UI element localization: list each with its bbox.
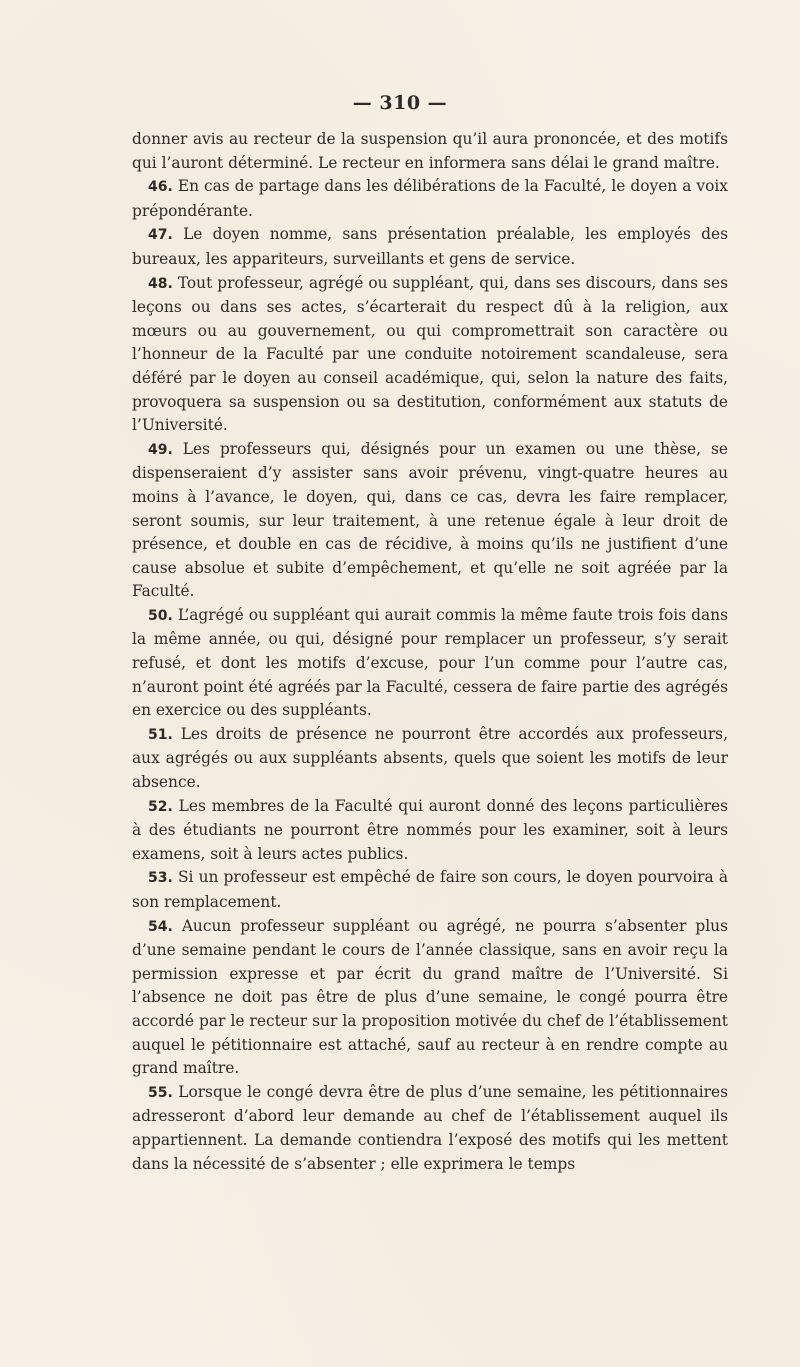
article-number: 54. — [148, 918, 173, 935]
article-number: 53. — [148, 870, 173, 887]
article-48 — [132, 272, 728, 438]
paragraph-text: L’agrégé ou suppléant qui aurait commis la même faute trois fois dans la même année, ou qui, désigné pour remplacer un professeur, s’y serait refusé, et dont les motifs d’excuse, pour l’un comme pour l’autre cas, n’auront point été agréés par la Faculté, cessera de faire partie des agrégés en exercice ou des suppléants. — [132, 605, 728, 720]
article-51 — [132, 723, 728, 795]
paragraph-text: Lorsque le congé devra être de plus d’une semaine, les pétitionnaires adresseront d’abord leur demande au chef de l’établissement auquel ils appartiennent. La demande contiendra l’exposé des motifs qui les mettent dans la nécessité de s’absenter ; elle exprimera le temps — [132, 1082, 728, 1173]
paragraph-text: Les membres de la Faculté qui auront donné des leçons particulières à des étudiants ne pourront être nommés pour les examiner, soit à leurs examens, soit à leurs actes publics. — [132, 796, 728, 863]
article-number: 46. — [148, 179, 173, 196]
paragraph-text: Si un professeur est empêché de faire son cours, le doyen pourvoira à son remplacement. — [132, 868, 728, 911]
article-55 — [132, 1081, 728, 1176]
paragraph-text: Aucun professeur suppléant ou agrégé, ne pourra s’absenter plus d’une semaine pendant le cours de l’année classique, sans en avoir reçu la permission expresse et par écrit du grand maître de l’Université. Si l’absence ne doit pas être de plus d’une semaine, le congé pourra être accordé par le recteur sur la proposition motivée du chef de l’établissement auquel le pétitionnaire est attaché, sauf au recteur à en rendre compte au grand maître. — [132, 916, 728, 1078]
paragraph-text: En cas de partage dans les délibérations de la Faculté, le doyen a voix prépondérante. — [132, 177, 728, 220]
article-50 — [132, 604, 728, 723]
page-number: — 310 — — [352, 92, 448, 114]
article-number: 55. — [148, 1084, 173, 1101]
paragraph-continuation — [132, 128, 728, 175]
article-number: 50. — [148, 607, 173, 624]
article-53 — [132, 866, 728, 914]
article-54 — [132, 915, 728, 1081]
paragraph-text: Les droits de présence ne pourront être accordés aux professeurs, aux agrégés ou aux suppléants absents, quels que soient les motifs de leur absence. — [132, 724, 728, 792]
article-number: 48. — [148, 275, 173, 292]
paragraph-text: donner avis au recteur de la suspension qu’il aura prononcée, et des motifs qui l’auront déterminé. Le recteur en informera sans délai le grand maître. — [132, 130, 728, 172]
article-number: 47. — [148, 227, 173, 244]
article-number: 49. — [148, 441, 173, 458]
paragraph-text: Le doyen nomme, sans présentation préalable, les employés des bureaux, les appariteurs, surveillants et gens de service. — [132, 225, 728, 268]
paragraph-text: Tout professeur, agrégé ou suppléant, qui, dans ses discours, dans ses leçons ou dans ses actes, s’écarterait du respect dû à la religion, aux mœurs ou au gouvernement, ou qui compromettrait son caractère ou l’honneur de la Faculté par une conduite notoirement scandaleuse, sera déféré par le doyen au conseil académique, qui, selon la nature des faits, provoquera sa suspension ou sa destitution, conformément aux statuts de l’Université. — [132, 273, 728, 435]
article-52 — [132, 795, 728, 867]
article-47 — [132, 223, 728, 271]
article-number: 52. — [148, 798, 173, 815]
article-number: 51. — [148, 726, 173, 743]
article-49 — [132, 438, 728, 604]
article-46 — [132, 175, 728, 223]
body-text — [132, 128, 728, 1176]
paragraph-text: Les professeurs qui, désignés pour un examen ou une thèse, se dispenseraient d’y assister sans avoir prévenu, vingt-quatre heures au moins à l’avance, le doyen, qui, dans ce cas, devra les faire remplacer, seront soumis, sur leur traitement, à une retenue égale à leur droit de présence, et double en cas de récidive, à moins qu’ils ne justifient d’une cause absolue et subite d’empêchement, et qu’elle ne soit agréée par la Faculté. — [132, 439, 728, 601]
